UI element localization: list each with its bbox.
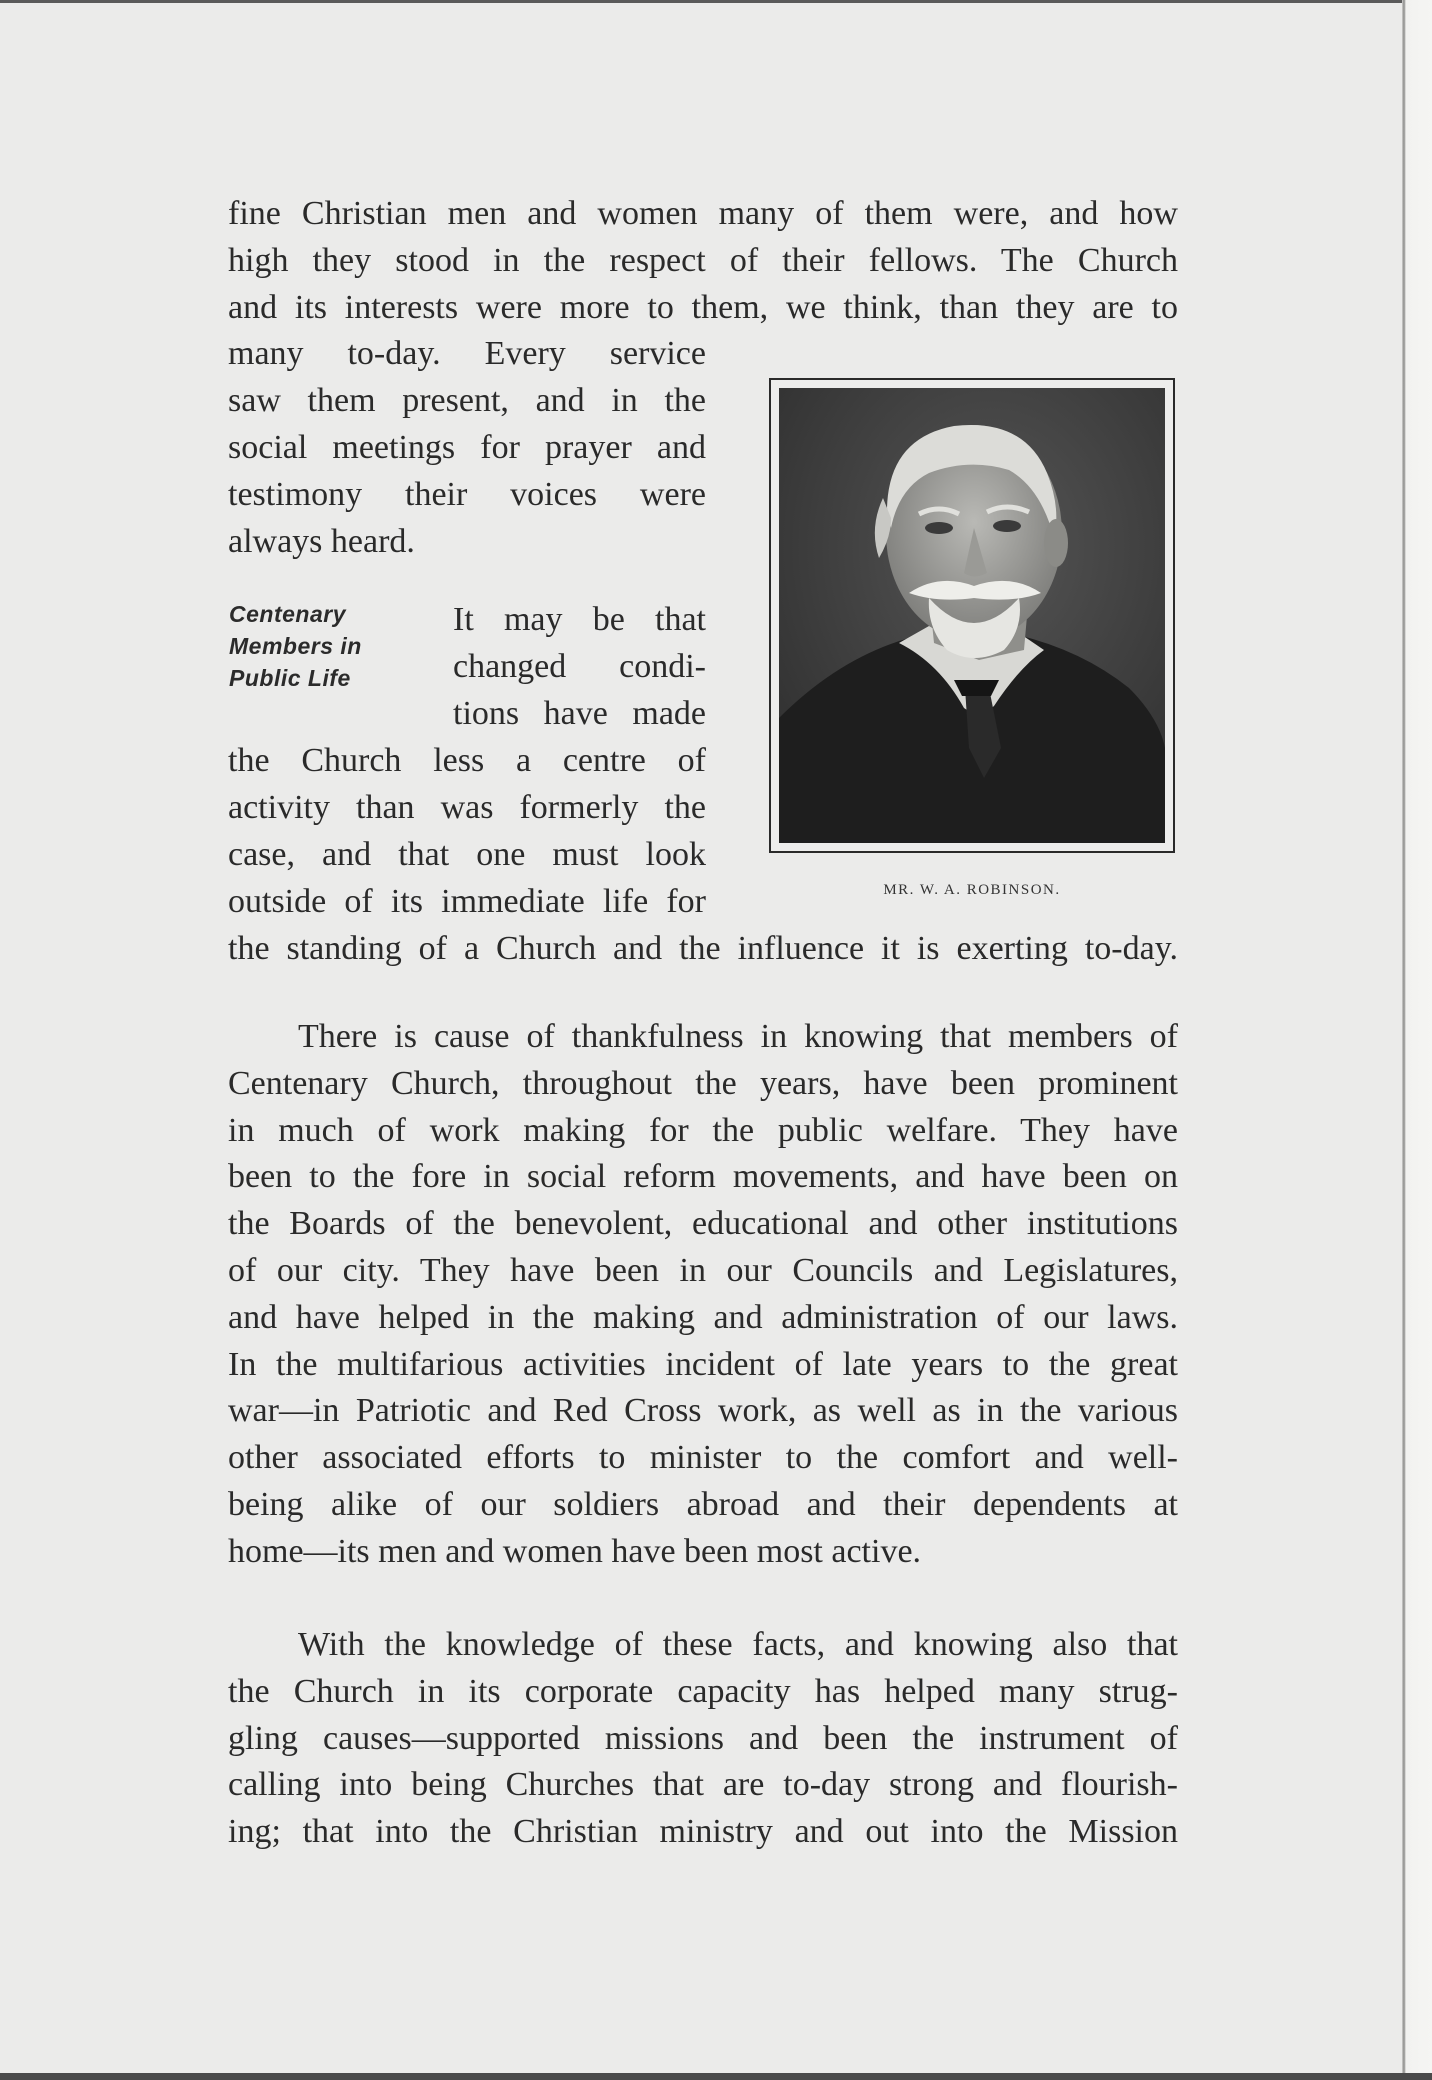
text-line: gling causes—supported missions and been the instrument of (228, 1719, 1178, 1757)
text-line: being alike of our soldiers abroad and their dependents at (228, 1485, 1178, 1523)
text-line: many to-day. Every service (228, 335, 706, 372)
text-line: tions have made (453, 695, 706, 732)
text-line: other associated efforts to minister to the comfort and well- (228, 1439, 1178, 1477)
photo-caption: MR. W. A. ROBINSON. (883, 882, 1061, 898)
portrait-illustration (779, 388, 1165, 843)
text-line: and have helped in the making and administration of our laws. (228, 1298, 1178, 1336)
text-line: always heard. (228, 523, 415, 560)
text-line: ing; that into the Christian ministry and out into the Mission (228, 1813, 1178, 1851)
text-line: war—in Patriotic and Red Cross work, as well as in the various (228, 1392, 1178, 1430)
text-line: home—its men and women have been most active. (228, 1532, 922, 1570)
portrait-photo (769, 378, 1175, 853)
text-line: been to the fore in social reform movements, and have been on (228, 1158, 1178, 1196)
text-line: There is cause of thankfulness in knowing that members of (298, 1018, 1178, 1055)
page-right-edge (1402, 0, 1432, 2080)
text-line: saw them present, and in the (228, 382, 706, 419)
text-line: the Church in its corporate capacity has helped many strug- (228, 1672, 1178, 1710)
text-line: in much of work making for the public welfare. They have (228, 1111, 1178, 1149)
text-line: changed condi- (453, 648, 706, 685)
text-line: and its interests were more to them, we think, than they are to (228, 288, 1178, 326)
page-bottom-edge (0, 2073, 1432, 2080)
text-line: high they stood in the respect of their fellows. The Church (228, 241, 1178, 279)
text-line: It may be that (453, 601, 706, 638)
text-line: calling into being Churches that are to-day strong and flourish- (228, 1766, 1178, 1804)
side-heading (229, 598, 362, 694)
text-line: With the knowledge of these facts, and knowing also that (298, 1626, 1178, 1663)
text-line: Centenary Church, throughout the years, have been prominent (228, 1064, 1178, 1102)
paragraph-4 (228, 1622, 1178, 1856)
text-line: the Boards of the benevolent, educational and other institutions (228, 1205, 1178, 1243)
text-line: activity than was formerly the (228, 789, 706, 826)
side-heading-line: Centenary (229, 601, 346, 627)
side-heading-line: Public Life (229, 665, 351, 691)
text-line: fine Christian men and women many of them were, and how (228, 195, 1178, 232)
text-line: social meetings for prayer and (228, 429, 706, 466)
text-line: the Church less a centre of (228, 742, 706, 779)
side-heading-line: Members in (229, 633, 362, 659)
page-top-edge (0, 0, 1432, 3)
text-line: the standing of a Church and the influence it is exerting to-day. (228, 930, 1178, 967)
paragraph-1-top (228, 191, 1178, 331)
text-line: outside of its immediate life for (228, 883, 706, 920)
paragraph-3 (228, 1014, 1178, 1576)
paragraph-2-bottom (228, 926, 1178, 973)
text-line: case, and that one must look (228, 836, 706, 873)
text-line: of our city. They have been in our Councils and Legislatures, (228, 1251, 1178, 1289)
text-line: In the multifarious activities incident of late years to the great (228, 1345, 1178, 1383)
text-line: testimony their voices were (228, 476, 706, 513)
portrait-image (779, 388, 1165, 843)
